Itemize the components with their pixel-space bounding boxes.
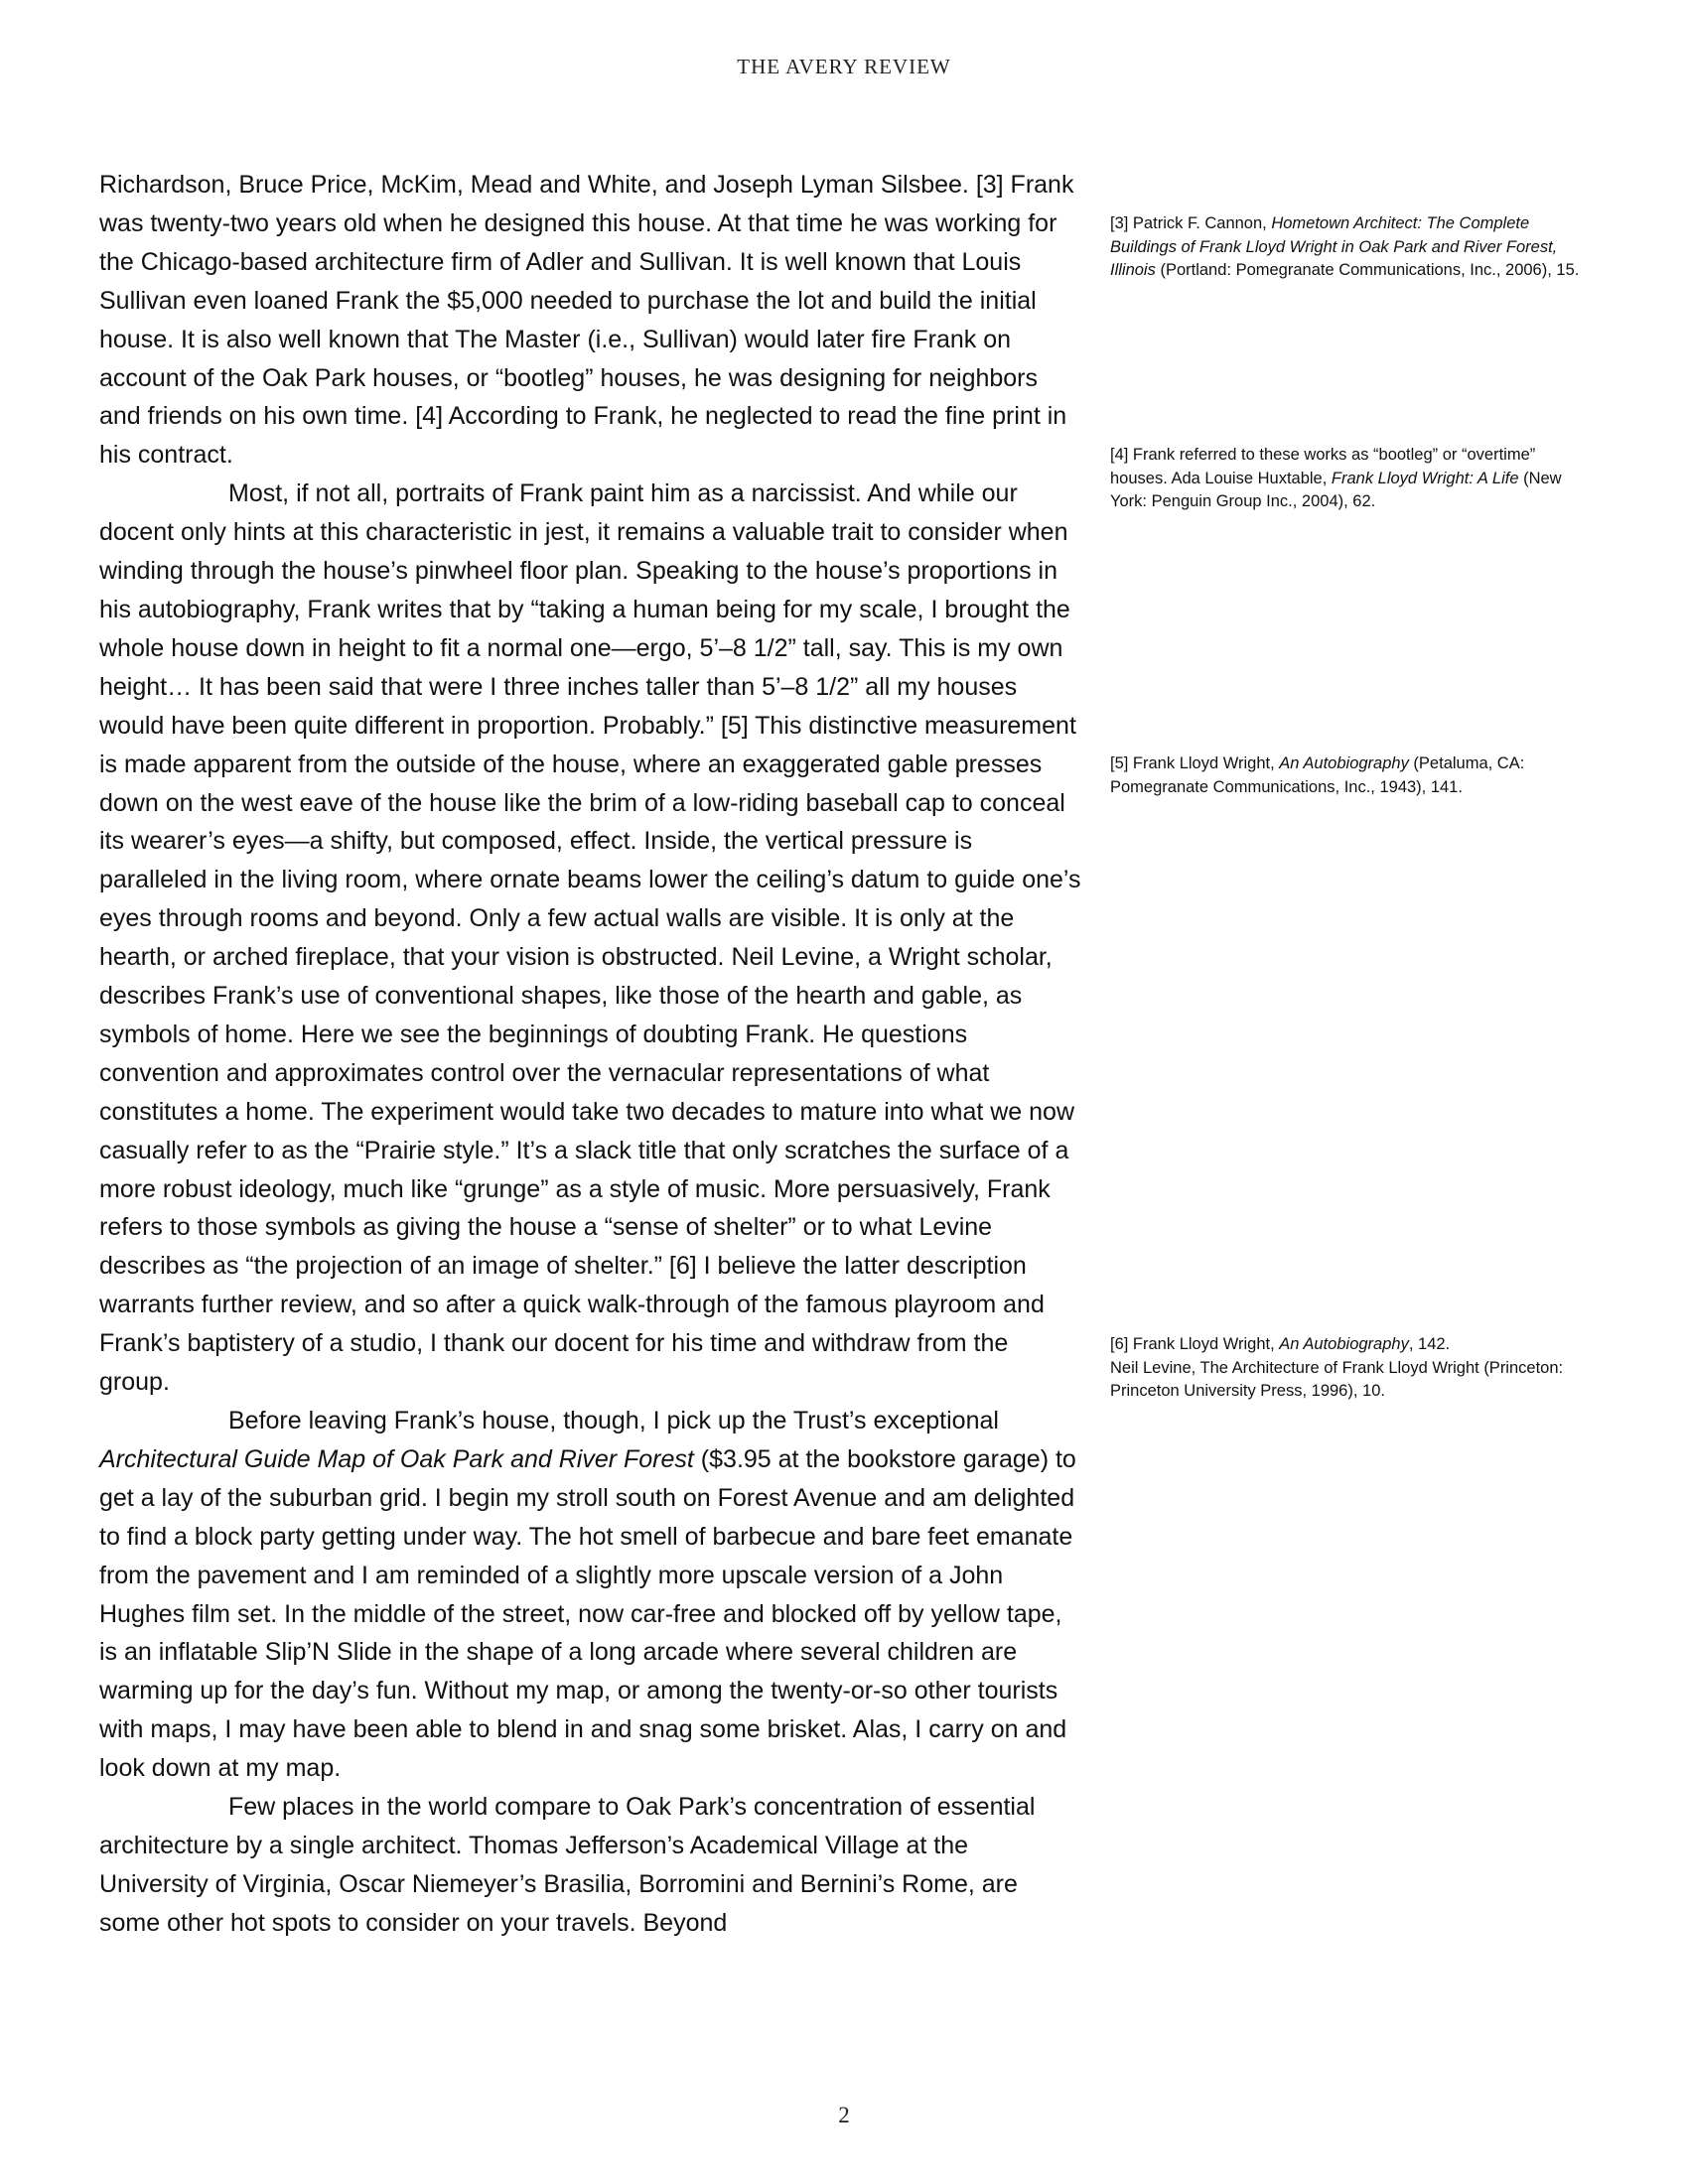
note-text: [3] Patrick F. Cannon, [1110, 214, 1272, 232]
paragraph: Most, if not all, portraits of Frank paint him as a narcissist. And while our docent only hints at this characteristic in jest, it remains a valuable trait to consider when winding through the house’s pinwheel floor plan. Speaking to the house’s proportions in his autobiography, Frank writes that by “taking a human being for my scale, I brought the whole house down in height to fit a normal one—ergo, 5’–8 1/2” tall, say. This is my own height… It has been said that were I three inches taller than 5’–8 1/2” all my houses would have been quite different in proportion. Probably.” [5] This distinctive measurement is made apparent from the outside of the house, where an exaggerated gable presses down on the west eave of the house like the brim of a low-riding baseball cap to conceal its wearer’s eyes—a shifty, but composed, effect. Inside, the vertical pressure is paralleled in the living room, where ornate beams lower the ceiling’s datum to guide one’s eyes through rooms and beyond. Only a few actual walls are visible. It is only at the hearth, or arched fireplace, that your vision is obstructed. Neil Levine, a Wright scholar, describes Frank’s use of conventional shapes, like those of the hearth and gable, as symbols of home. Here we see the beginnings of doubting Frank. He questions convention and approximates control over the vernacular representations of what constitutes a home. The experiment would take two decades to mature into what we now casually refer to as the “Prairie style.” It’s a slack title that only scratches the surface of a more robust ideology, much like “grunge” as a style of music. More persuasively, Frank refers to those symbols as giving the house a “sense of shelter” or to what Levine describes as “the projection of an image of shelter.” [6] I believe the latter description warrants further review, and so after a quick walk-through of the famous playroom and Frank’s baptistery of a studio, I thank our docent for his time and withdraw from the group. [99, 479, 1081, 1397]
note-book-title: Frank Lloyd Wright: A Life [1331, 469, 1519, 487]
note-text: (New York: Penguin Group Inc., 2004), 62. [1110, 469, 1562, 510]
note-text: (Petaluma, CA: Pomegranate Communications, Inc., 1943), 141. [1110, 754, 1525, 796]
note-book-title: Hometown Architect: The Complete Buildings of Frank Lloyd Wright in Oak Park and River Forest, Illinois [1110, 214, 1558, 279]
note-text: [5] Frank Lloyd Wright, [1110, 754, 1280, 772]
paragraph: Richardson, Bruce Price, McKim, Mead and White, and Joseph Lyman Silsbee. [3] Frank was twenty-two years old when he designed this house. At that time he was working for the Chicago-based architecture firm of Adler and Sullivan. It is well known that Louis Sullivan even loaned Frank the $5,000 needed to purchase the lot and build the initial house. It is also well known that The Master (i.e., Sullivan) would later fire Frank on account of the Oak Park houses, or “bootleg” houses, he was designing for neighbors and friends on his own time. [4] According to Frank, he neglected to read the fine print in his contract. [99, 171, 1074, 470]
note-text: (Portland: Pomegranate Communications, Inc., 2006), 15. [1155, 261, 1580, 279]
paragraph-text: ($3.95 at the bookstore garage) to get a lay of the suburban grid. I begin my stroll south on Forest Avenue and am delighted to find a block party getting under way. The hot smell of barbecue and bare feet emanate from the pavement and I am reminded of a slightly more upscale version of a John Hughes film set. In the middle of the street, now car-free and blocked off by yellow tape, is an inflatable Slip’N Slide in the shape of a long arcade where several children are warming up for the day’s fun. Without my map, or among the twenty-or-so other tourists with maps, I may have been able to blend in and snag some brisket. Alas, I carry on and look down at my map. [99, 1444, 1076, 1783]
paragraph: Few places in the world compare to Oak Park’s concentration of essential architecture by a single architect. Thomas Jefferson’s Academical Village at the University of Virginia, Oscar Niemeyer’s Brasilia, Borromini and Bernini’s Rome, are some other hot spots to consider on your travels. Beyond [99, 1793, 1036, 1937]
guide-map-title: Architectural Guide Map of Oak Park and River Forest [99, 1444, 694, 1473]
page-number: 2 [838, 2103, 850, 2127]
paragraph [99, 1402, 1082, 1788]
running-header: THE AVERY REVIEW [737, 55, 951, 78]
note-book-title: An Autobiography [1279, 1335, 1409, 1353]
note-text: , 142. [1408, 1335, 1451, 1353]
paragraph-text: Before leaving Frank’s house, though, I pick up the Trust’s exceptional [228, 1407, 999, 1434]
main-text-column [99, 166, 1082, 1943]
note-text: [4] Frank referred to these works as “bootleg” or “overtime” houses. Ada Louise Huxtable, [1110, 446, 1536, 487]
sidenote-6 [1110, 1333, 1597, 1404]
sidenote-3 [1110, 212, 1597, 283]
sidenote-4 [1110, 444, 1597, 514]
note-text: [6] Frank Lloyd Wright, [1110, 1335, 1280, 1353]
note-book-title: An Autobiography [1279, 754, 1409, 772]
note-text: Neil Levine, The Architecture of Frank Lloyd Wright (Princeton: Princeton University Press, 1996), 10. [1110, 1358, 1564, 1400]
sidenote-5 [1110, 752, 1597, 799]
